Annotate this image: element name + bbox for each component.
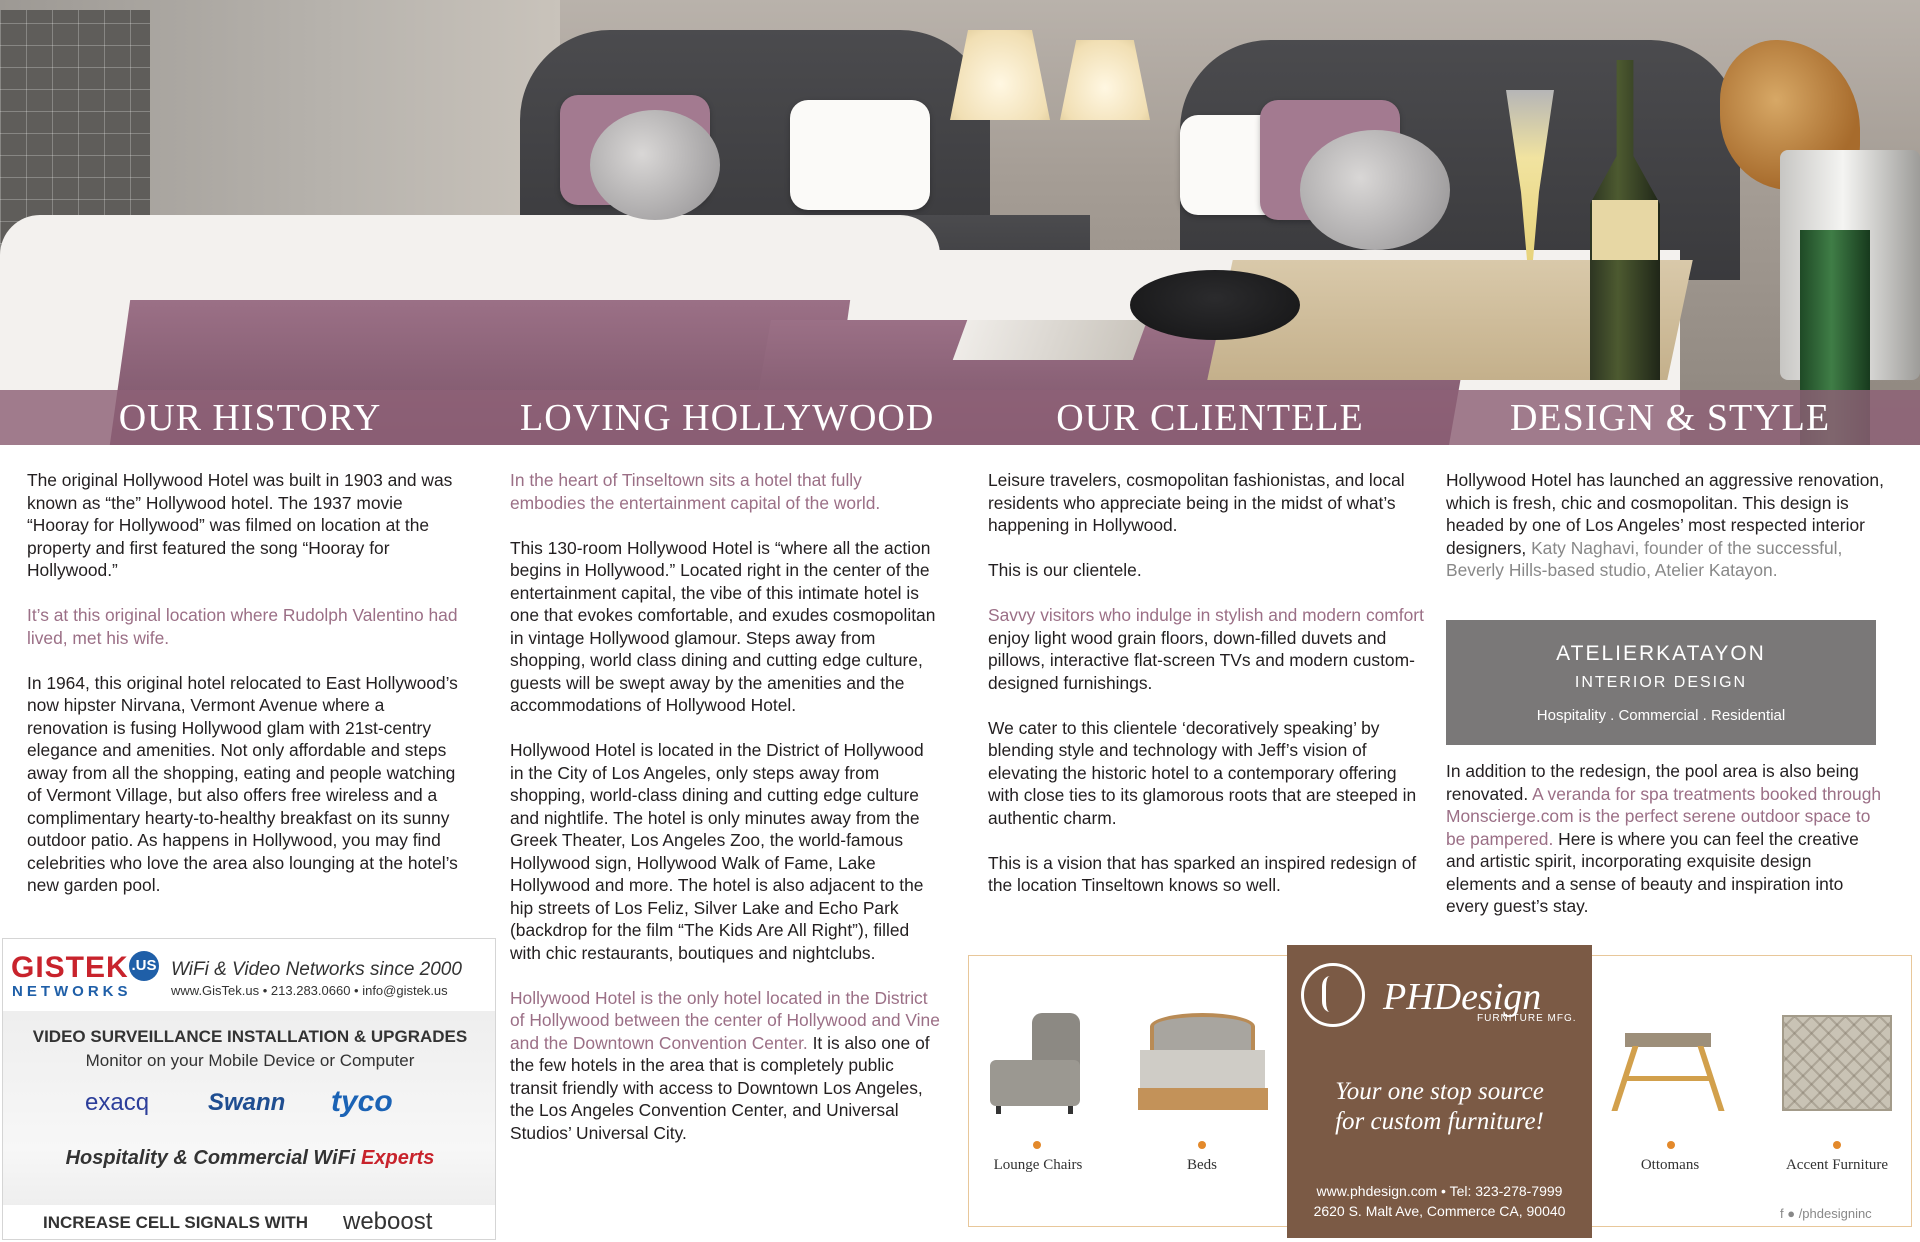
highlight-paragraph: In the heart of Tinseltown sits a hotel that fully embodies the entertainment capital of the world.	[510, 470, 881, 513]
highlight-text: Katy Naghavi, founder of the successful, Beverly Hills-based studio, Atelier Katayon.	[1446, 537, 1843, 580]
paragraph: This is a vision that has sparked an inspired redesign of the location Tinseltown knows so well.	[988, 852, 1417, 895]
column-design	[1446, 469, 1886, 582]
hero-photo	[0, 0, 1920, 445]
atelier-katayon-box	[1446, 620, 1876, 745]
text: Experts	[361, 1147, 435, 1169]
bullet-dot	[1667, 1141, 1675, 1149]
phdesign-social[interactable]: f ● /phdesigninc	[1780, 1206, 1872, 1221]
column-history	[27, 469, 467, 897]
gistek-wifi-line	[3, 1147, 496, 1170]
tyco-logo: tyco	[331, 1085, 393, 1118]
section-title-design: DESIGN & STYLE	[1509, 397, 1831, 439]
atelier-name: ATELIERKATAYON	[1556, 642, 1766, 665]
highlight-text: Hollywood Hotel is the only hotel located in the District of Hollywood between the center of Hollywood and Vine and the Downtown Convention Center.	[510, 987, 940, 1053]
gistek-header	[3, 939, 496, 1005]
slogan-line: for custom furniture!	[1335, 1108, 1544, 1135]
lounge-chair-seat	[990, 1060, 1080, 1106]
lamp	[950, 30, 1050, 120]
paragraph: Leisure travelers, cosmopolitan fashionistas, and local residents who appreciate being in the midst of what’s happening in Hollywood.	[988, 470, 1405, 535]
chair-leg	[1068, 1106, 1073, 1114]
phdesign-web: www.phdesign.com • Tel: 323-278-7999	[1316, 1183, 1563, 1199]
pillow	[790, 100, 930, 210]
column-design-continued	[1446, 760, 1886, 918]
text: Here is where you can feel the creative and artistic spirit, incorporating exquisite design elements and a sense of beauty and inspiration into every guest’s stay.	[1446, 828, 1859, 916]
highlight-paragraph: It’s at this original location where Rudolph Valentino had lived, met his wife.	[27, 605, 458, 648]
bullet-dot	[1033, 1141, 1041, 1149]
item-label-lounge-chairs: Lounge Chairs	[993, 1157, 1083, 1173]
weboost-logo: weboost	[343, 1208, 433, 1235]
swann-logo: Swann	[208, 1089, 286, 1116]
ottoman-image	[1625, 1033, 1711, 1047]
highlight-text: Savvy visitors who indulge in stylish and modern comfort	[988, 605, 1424, 625]
phdesign-brand: PHDesign	[1383, 976, 1542, 1018]
gistek-footer	[3, 1205, 496, 1240]
paragraph	[1446, 469, 1886, 582]
slogan-line: Your one stop source	[1335, 1078, 1544, 1105]
bed-mattress	[1140, 1050, 1265, 1090]
paragraph	[988, 604, 1426, 694]
gistek-logo: GISTEK	[11, 951, 129, 984]
gistek-body	[3, 1011, 496, 1240]
section-title-history: OUR HISTORY	[118, 397, 382, 439]
text: It is also one of the few hotels in the area that is completely public transit friendly with access to Downtown Los Angeles, the Los Angeles Convention Center, and Universal Studios’ Universal City.	[510, 1032, 930, 1143]
item-label-beds: Beds	[1187, 1157, 1217, 1173]
gistek-subline: Monitor on your Mobile Device or Computer	[85, 1051, 415, 1070]
bullet-dot	[1198, 1141, 1206, 1149]
atelier-tags: Hospitality . Commercial . Residential	[1536, 707, 1786, 724]
paragraph: This is our clientele.	[988, 560, 1142, 580]
ottoman-bar	[1626, 1076, 1710, 1081]
paragraph: The original Hollywood Hotel was built in 1903 and was known as “the” Hollywood hotel. The 1937 movie “Hooray for Hollywood” was filmed on location at the property and first featured the song “Hooray for Hollywood.”	[27, 470, 453, 580]
phdesign-logo-icon	[1301, 963, 1365, 1027]
gistek-networks: NETWORKS	[12, 983, 132, 1000]
gistek-headline: VIDEO SURVEILLANCE INSTALLATION & UPGRADES	[32, 1027, 468, 1046]
column-hollywood	[510, 469, 940, 1144]
phdesign-slogan	[1287, 1077, 1592, 1137]
bed-frame	[1138, 1088, 1268, 1110]
gistek-ad[interactable]	[2, 938, 496, 1240]
text: Hospitality & Commercial WiFi	[65, 1147, 362, 1169]
chair-leg	[996, 1106, 1001, 1114]
column-clientele	[988, 469, 1426, 897]
text: enjoy light wood grain floors, down-filled duvets and pillows, interactive flat-screen TVs and modern custom-designed furnishings.	[988, 627, 1415, 693]
atelier-subtitle: INTERIOR DESIGN	[1574, 674, 1748, 691]
section-title-hollywood: LOVING HOLLYWOOD	[520, 397, 935, 439]
highlight-text: A veranda for spa treatments booked through Monscierge.com is the perfect serene outdoor space to be pampered.	[1446, 783, 1882, 849]
paragraph	[510, 987, 940, 1145]
paragraph: In 1964, this original hotel relocated to East Hollywood’s now hipster Nirvana, Vermont Avenue where a renovation is fusing Hollywood glam with 21st-centry elegance and amenities. Not only affordable and steps away from all the shopping, eating and people watching of Vermont Village, but also offers free wireless and a complimentary hearty-to-healthy breakfast on its sunny outdoor patio. As happens in Hollywood, you may find celebrities who love the area also lounging at the hotel’s new garden pool.	[27, 672, 458, 895]
section-title-clientele: OUR CLIENTELE	[1056, 397, 1364, 439]
phdesign-sub: FURNITURE MFG.	[1477, 1013, 1577, 1024]
lamp	[1060, 40, 1150, 120]
exacq-logo: exacq	[85, 1089, 150, 1116]
gistek-contact: www.GisTek.us • 213.283.0660 • info@gistek.us	[171, 983, 448, 998]
paragraph	[1446, 760, 1886, 918]
phdesign-panel	[1287, 945, 1592, 1238]
item-label-ottomans: Ottomans	[1640, 1157, 1700, 1173]
text: Hollywood Hotel has launched an aggressive renovation, which is fresh, chic and cosmopolitan. This design is headed by one of Los Angeles’ most respected interior designers,	[1446, 470, 1884, 558]
phdesign-address: 2620 S. Malt Ave, Commerce CA, 90040	[1313, 1203, 1566, 1219]
fur-cushion	[590, 110, 720, 220]
fur-cushion	[1300, 130, 1450, 250]
paragraph: Hollywood Hotel is located in the District of Hollywood in the City of Los Angeles, only steps away from shopping, world-class dining and cutting edge culture and nightlife. The hotel is only minutes away from the Greek Theater, Los Angeles Zoo, the world-famous Hollywood sign, Hollywood Walk of Fame, Lake Hollywood and more. The hotel is also adjacent to the hip streets of Los Feliz, Silver Lake and Echo Park (backdrop for the film “The Kids Are All Right”), filled with chic restaurants, boutiques and nightclubs.	[510, 740, 924, 963]
text: In addition to the redesign, the pool area is also being renovated.	[1446, 761, 1859, 804]
gistek-us-badge: .US	[129, 951, 159, 981]
magazine	[953, 320, 1148, 360]
accent-furniture-image	[1782, 1015, 1892, 1111]
gistek-cell-line: INCREASE CELL SIGNALS WITH	[43, 1213, 309, 1232]
bottle-label	[1592, 200, 1658, 260]
paragraph: We cater to this clientele ‘decoratively speaking’ by blending style and technology with Jeff’s vision of elevating the historic hotel to a contemporary offering with close ties to its glamorous roots that are steeped in authentic charm.	[988, 717, 1417, 828]
gistek-tagline: WiFi & Video Networks since 2000	[171, 959, 462, 980]
paragraph: This 130-room Hollywood Hotel is “where all the action begins in Hollywood.” Located right in the center of the entertainment capital, the vibe of this intimate hotel is one that evokes comfortable, and exudes cosmopolitan in vintage Hollywood glamour. Steps away from shopping, world class dining and cutting edge culture, guests will be swept away by the amenities and the accommodations of Hollywood Hotel.	[510, 537, 936, 715]
item-label-accent-furniture: Accent Furniture	[1785, 1157, 1889, 1173]
hat	[1130, 270, 1300, 340]
bullet-dot	[1833, 1141, 1841, 1149]
